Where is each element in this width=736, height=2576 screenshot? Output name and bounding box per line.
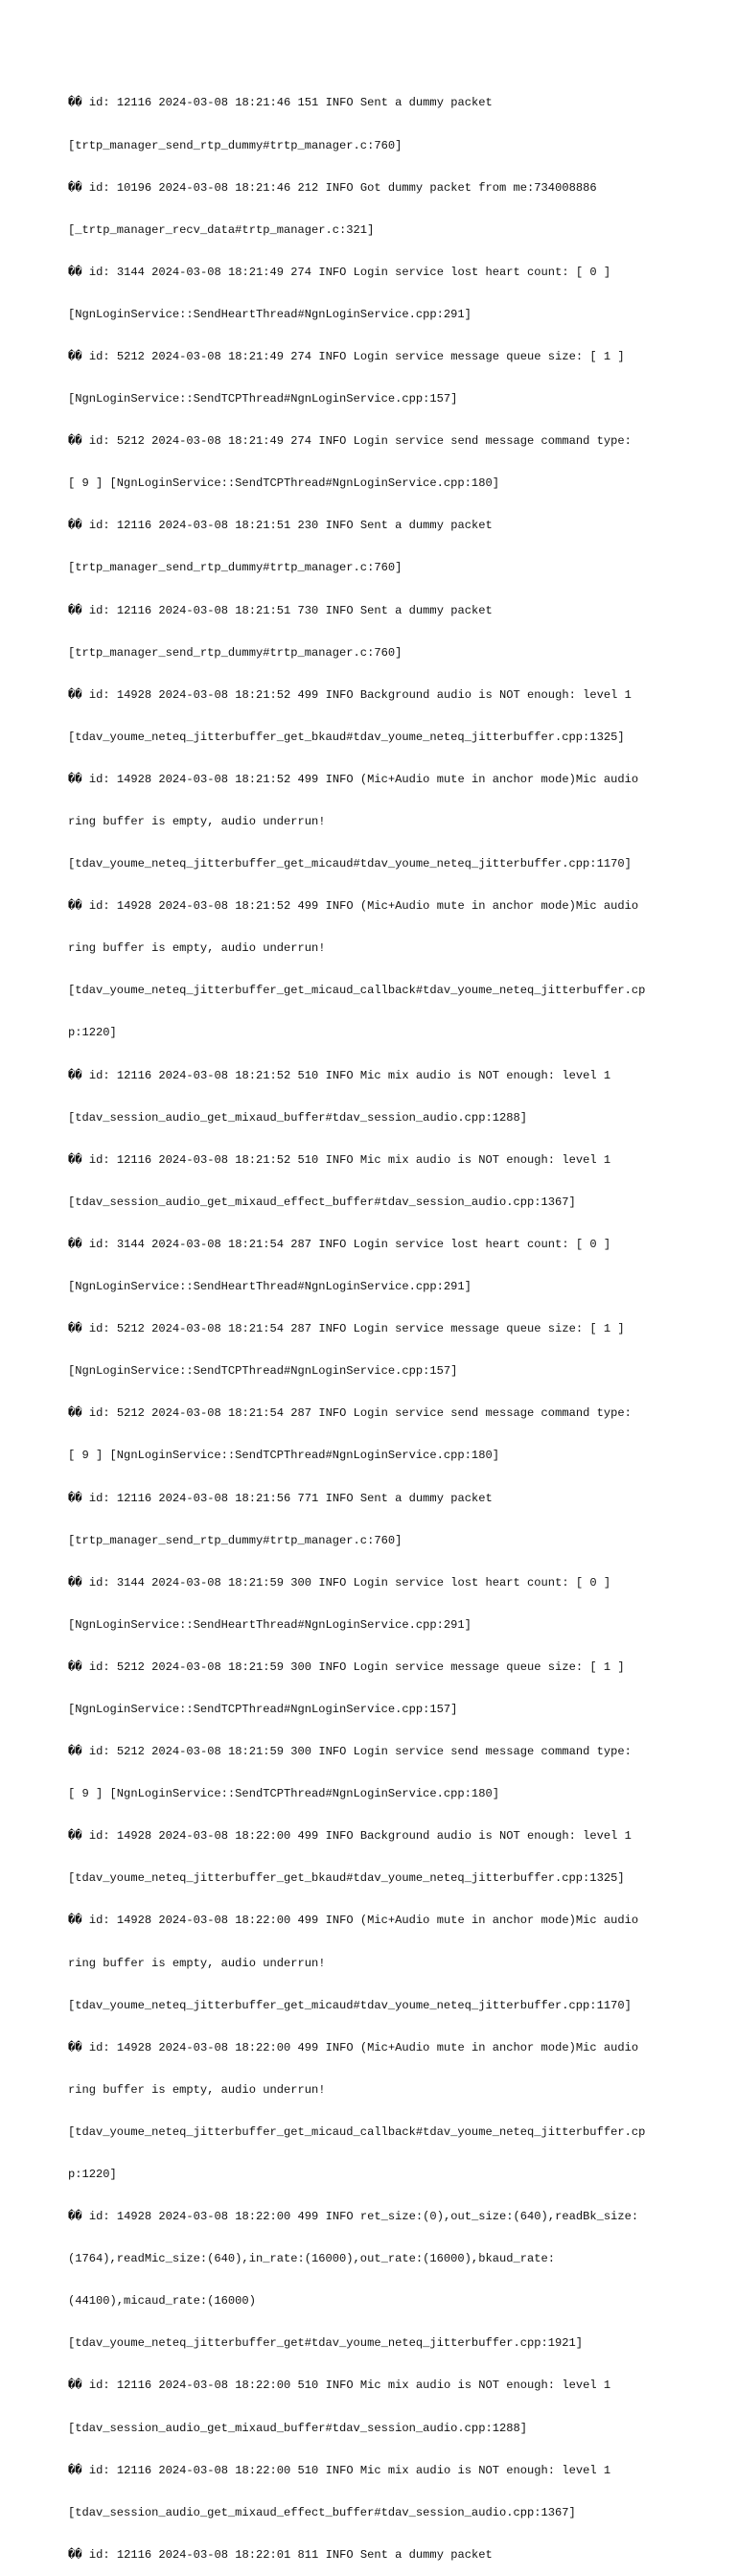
log-line: �� id: 14928 2024-03-08 18:21:52 499 INFO (Mic+Audio mute in anchor mode)Mic audio [68, 899, 639, 914]
log-line: [tdav_session_audio_get_mixaud_buffer#tdav_session_audio.cpp:1288] [68, 1110, 527, 1125]
log-line: [_trtp_manager_recv_data#trtp_manager.c:321] [68, 222, 375, 237]
log-line: [ 9 ] [NgnLoginService::SendTCPThread#NgnLoginService.cpp:180] [68, 1787, 499, 1801]
log-line: �� id: 12116 2024-03-08 18:22:00 510 INFO Mic mix audio is NOT enough: level 1 [68, 2379, 611, 2393]
log-line: [NgnLoginService::SendHeartThread#NgnLoginService.cpp:291] [68, 1280, 472, 1294]
log-line: �� id: 5212 2024-03-08 18:21:54 287 INFO Login service send message command type: [68, 1406, 632, 1421]
log-line: �� id: 14928 2024-03-08 18:21:52 499 INFO Background audio is NOT enough: level 1 [68, 687, 632, 702]
log-line: �� id: 14928 2024-03-08 18:22:00 499 INFO Background audio is NOT enough: level 1 [68, 1829, 632, 1844]
log-line: �� id: 3144 2024-03-08 18:21:49 274 INFO Login service lost heart count: [ 0 ] [68, 265, 611, 279]
log-line: p:1220] [68, 2168, 117, 2181]
log-line: �� id: 12116 2024-03-08 18:22:00 510 INFO Mic mix audio is NOT enough: level 1 [68, 2463, 611, 2477]
log-line: [NgnLoginService::SendTCPThread#NgnLoginService.cpp:157] [68, 1702, 458, 1716]
log-line: [tdav_youme_neteq_jitterbuffer_get_micaud#tdav_youme_neteq_jitterbuffer.cpp:1170] [68, 1998, 632, 2012]
log-line: �� id: 5212 2024-03-08 18:21:59 300 INFO Login service send message command type: [68, 1745, 632, 1759]
log-line: �� id: 14928 2024-03-08 18:22:00 499 INFO (Mic+Audio mute in anchor mode)Mic audio [68, 1914, 639, 1928]
log-line: �� id: 12116 2024-03-08 18:21:52 510 INFO Mic mix audio is NOT enough: level 1 [68, 1152, 611, 1167]
log-line: [tdav_youme_neteq_jitterbuffer_get_bkaud#tdav_youme_neteq_jitterbuffer.cpp:1325] [68, 1871, 625, 1886]
log-line: �� id: 10196 2024-03-08 18:21:46 212 INFO Got dummy packet from me:734008886 [68, 180, 597, 195]
log-line: �� id: 3144 2024-03-08 18:21:59 300 INFO Login service lost heart count: [ 0 ] [68, 1575, 611, 1590]
log-line: [tdav_youme_neteq_jitterbuffer_get#tdav_youme_neteq_jitterbuffer.cpp:1921] [68, 2336, 584, 2351]
log-line: [ 9 ] [NgnLoginService::SendTCPThread#NgnLoginService.cpp:180] [68, 1449, 499, 1463]
log-line: ring buffer is empty, audio underrun! [68, 941, 326, 956]
log-line: [NgnLoginService::SendTCPThread#NgnLoginService.cpp:157] [68, 1364, 458, 1379]
log-line: [tdav_session_audio_get_mixaud_effect_buffer#tdav_session_audio.cpp:1367] [68, 1195, 576, 1209]
log-line: [trtp_manager_send_rtp_dummy#trtp_manager.c:760] [68, 1533, 402, 1547]
log-line: ring buffer is empty, audio underrun! [68, 815, 326, 828]
log-line: ring buffer is empty, audio underrun! [68, 1956, 326, 1970]
log-line: [trtp_manager_send_rtp_dummy#trtp_manager.c:760] [68, 561, 402, 575]
log-line: [tdav_youme_neteq_jitterbuffer_get_micaud_callback#tdav_youme_neteq_jitterbuffer.cp [68, 2124, 646, 2139]
log-line: �� id: 5212 2024-03-08 18:21:49 274 INFO Login service message queue size: [ 1 ] [68, 349, 625, 363]
log-line: [tdav_session_audio_get_mixaud_effect_buffer#tdav_session_audio.cpp:1367] [68, 2505, 576, 2519]
log-line: [trtp_manager_send_rtp_dummy#trtp_manager.c:760] [68, 645, 402, 660]
log-line: �� id: 12116 2024-03-08 18:21:51 230 INFO Sent a dummy packet [68, 519, 493, 533]
log-line: p:1220] [68, 1026, 117, 1040]
log-line: �� id: 12116 2024-03-08 18:21:52 510 INFO Mic mix audio is NOT enough: level 1 [68, 1068, 611, 1082]
log-line: (44100),micaud_rate:(16000) [68, 2294, 256, 2309]
log-line: �� id: 12116 2024-03-08 18:22:01 811 INFO Sent a dummy packet [68, 2547, 493, 2562]
log-line: �� id: 5212 2024-03-08 18:21:49 274 INFO Login service send message command type: [68, 434, 632, 449]
log-line: ring buffer is empty, audio underrun! [68, 2082, 326, 2097]
log-line: [tdav_youme_neteq_jitterbuffer_get_bkaud#tdav_youme_neteq_jitterbuffer.cpp:1325] [68, 730, 625, 744]
log-line: [tdav_youme_neteq_jitterbuffer_get_micaud#tdav_youme_neteq_jitterbuffer.cpp:1170] [68, 857, 632, 871]
log-line: �� id: 5212 2024-03-08 18:21:59 300 INFO Login service message queue size: [ 1 ] [68, 1659, 625, 1674]
log-line: (1764),readMic_size:(640),in_rate:(16000),out_rate:(16000),bkaud_rate: [68, 2252, 556, 2266]
log-line: [ 9 ] [NgnLoginService::SendTCPThread#NgnLoginService.cpp:180] [68, 476, 499, 491]
log-line: �� id: 12116 2024-03-08 18:21:56 771 INFO Sent a dummy packet [68, 1491, 493, 1505]
log-line: �� id: 12116 2024-03-08 18:21:51 730 INFO Sent a dummy packet [68, 603, 493, 617]
log-line: [NgnLoginService::SendHeartThread#NgnLoginService.cpp:291] [68, 1617, 472, 1632]
log-line: [tdav_youme_neteq_jitterbuffer_get_micaud_callback#tdav_youme_neteq_jitterbuffer.cp [68, 984, 646, 998]
log-line: �� id: 3144 2024-03-08 18:21:54 287 INFO Login service lost heart count: [ 0 ] [68, 1237, 611, 1251]
log-line: �� id: 5212 2024-03-08 18:21:54 287 INFO Login service message queue size: [ 1 ] [68, 1322, 625, 1336]
log-line: �� id: 14928 2024-03-08 18:22:00 499 INFO (Mic+Audio mute in anchor mode)Mic audio [68, 2040, 639, 2054]
log-line: �� id: 14928 2024-03-08 18:21:52 499 INFO (Mic+Audio mute in anchor mode)Mic audio [68, 772, 639, 786]
log-line: [NgnLoginService::SendTCPThread#NgnLoginService.cpp:157] [68, 392, 458, 406]
log-line: �� id: 12116 2024-03-08 18:21:46 151 INFO Sent a dummy packet [68, 96, 493, 110]
log-line: [tdav_session_audio_get_mixaud_buffer#tdav_session_audio.cpp:1288] [68, 2421, 527, 2435]
log-line: �� id: 14928 2024-03-08 18:22:00 499 INFO ret_size:(0),out_size:(640),readBk_size: [68, 2210, 639, 2224]
log-line: [NgnLoginService::SendHeartThread#NgnLoginService.cpp:291] [68, 307, 472, 321]
log-document [68, 68, 691, 2576]
log-line: [trtp_manager_send_rtp_dummy#trtp_manager.c:760] [68, 138, 402, 152]
